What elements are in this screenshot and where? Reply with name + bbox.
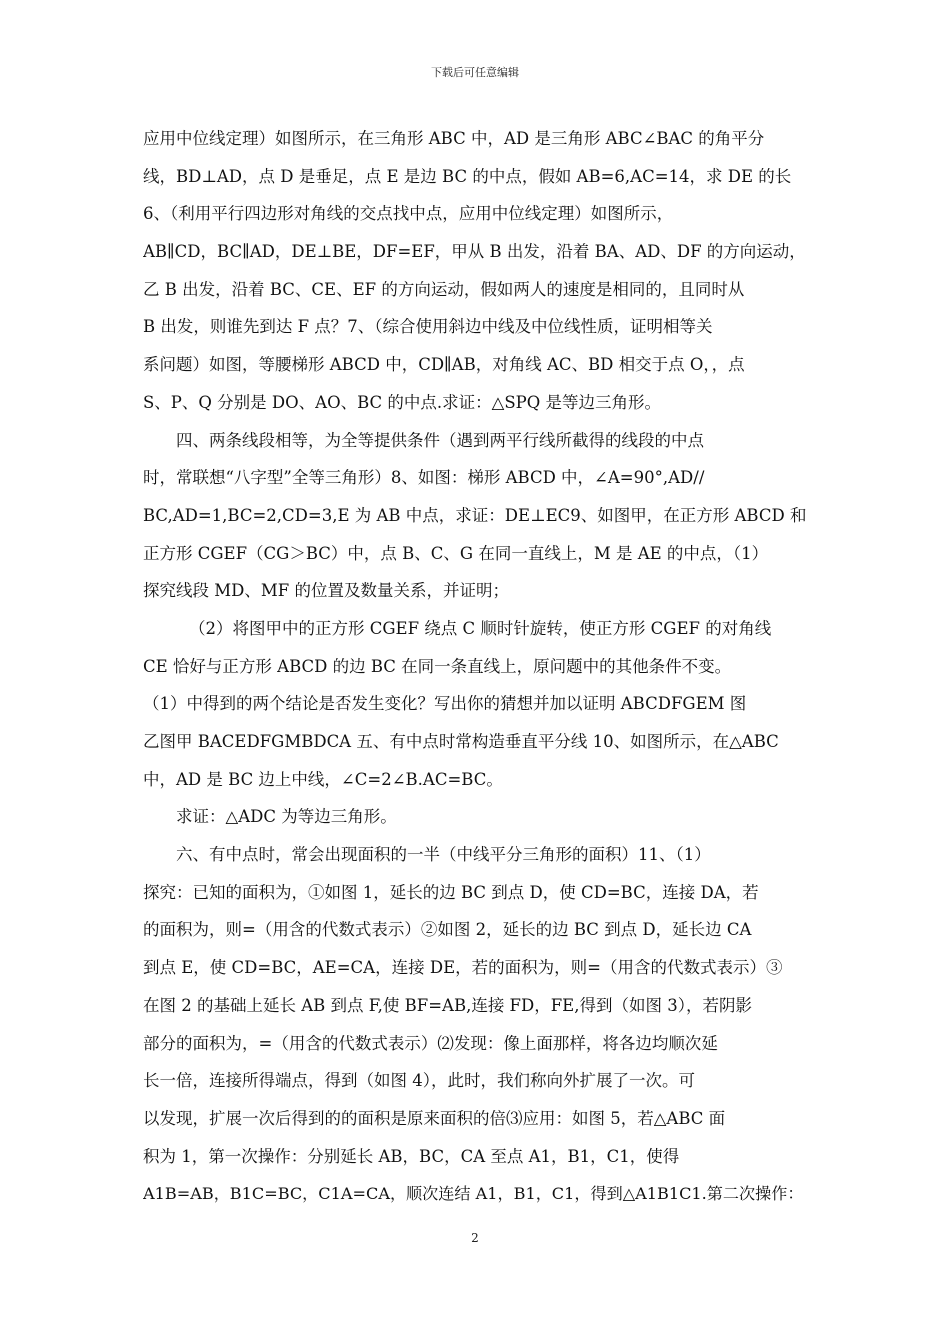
paragraph-section-six: [143, 836, 807, 1213]
text-line: 系问题）如图，等腰梯形 ABCD 中，CD∥AB，对角线 AC、BD 相交于点 O，，点: [143, 355, 745, 375]
text-line: 应用中位线定理）如图所示，在三角形 ABC 中，AD 是三角形 ABC∠BAC 的角平分: [143, 129, 765, 148]
text-line: 乙图甲 BACEDFGMBDCA 五、有中点时常构造垂直平分线 10、如图所示，在△ABC: [143, 732, 779, 751]
text-line: AB∥CD，BC∥AD，DE⊥BE，DF=EF，甲从 B 出发，沿着 BA、AD、DF 的方向运动，: [143, 242, 806, 262]
text-line: 部分的面积为，=（用含的代数式表示）⑵发现：像上面那样，将各边均顺次延: [143, 1033, 718, 1053]
text-line: 乙 B 出发，沿着 BC、CE、EF 的方向运动，假如两人的速度是相同的，且同时从: [143, 279, 745, 299]
text-line: 探究线段 MD、MF 的位置及数量关系，并证明；: [143, 581, 509, 601]
text-line: （1）中得到的两个结论是否发生变化？写出你的猜想并加以证明 ABCDFGEM 图: [143, 694, 747, 714]
text-line: 中，AD 是 BC 边上中线，∠C=2∠B.AC=BC。: [143, 769, 503, 789]
paragraph-section-four: [143, 422, 807, 610]
text-line: 的面积为，则=（用含的代数式表示）②如图 2，延长的边 BC 到点 D，延长边 CA: [143, 920, 752, 940]
text-line: 6、（利用平行四边形对角线的交点找中点，应用中位线定理）如图所示，: [143, 204, 674, 224]
text-line: 在图 2 的基础上延长 AB 到点 F,使 BF=AB,连接 FD，FE,得到（如图 3），若阴影: [143, 995, 752, 1015]
text-line: 探究：已知的面积为，①如图 1，延长的边 BC 到点 D，使 CD=BC，连接 DA，若: [143, 882, 759, 902]
document-body: [143, 120, 807, 1213]
page-number: 2: [471, 1231, 479, 1245]
text-line: 线，BD⊥AD，点 D 是垂足，点 E 是边 BC 的中点，假如 AB=6,AC=14，求 DE 的长: [143, 166, 792, 186]
paragraph-rotation: [143, 610, 807, 798]
paragraph-proof: [143, 798, 807, 836]
text-line: 以发现，扩展一次后得到的的面积是原来面积的倍⑶应用：如图 5，若△ABC 面: [143, 1108, 726, 1128]
text-line: BC,AD=1,BC=2,CD=3,E 为 AB 中点，求证：DE⊥EC9、如图甲，在正方形 ABCD 和: [143, 505, 807, 525]
text-line: A1B=AB，B1C=BC，C1A=CA，顺次连结 A1，B1，C1，得到△A1B1C1.第二次操作：: [143, 1184, 804, 1204]
text-line: （2）将图甲中的正方形 CGEF 绕点 C 顺时针旋转，使正方形 CGEF 的对角线: [189, 618, 772, 638]
text-line: 积为 1，第一次操作：分别延长 AB，BC，CA 至点 A1，B1，C1，使得: [143, 1146, 680, 1166]
text-line: 到点 E，使 CD=BC，AE=CA，连接 DE，若的面积为，则=（用含的代数式表示）③: [143, 958, 783, 978]
text-line: 六、有中点时，常会出现面积的一半（中线平分三角形的面积）11、（1）: [176, 845, 711, 865]
text-line: 时，常联想“八字型”全等三角形）8、如图：梯形 ABCD 中，∠A=90°,AD//: [143, 468, 705, 488]
text-line: B 出发，则谁先到达 F 点？7、（综合使用斜边中线及中位线性质，证明相等关: [143, 317, 713, 337]
text-line: CE 恰好与正方形 ABCD 的边 BC 在同一条直线上，原问题中的其他条件不变。: [143, 656, 732, 676]
text-line: 正方形 CGEF（CG＞BC）中，点 B、C、G 在同一直线上，M 是 AE 的中点，（1）: [143, 543, 769, 563]
paragraph-midline-theorem: [143, 120, 807, 422]
text-line: 求证：△ADC 为等边三角形。: [176, 807, 397, 827]
text-line: 长一倍，连接所得端点，得到（如图 4），此时，我们称向外扩展了一次。可: [143, 1071, 695, 1091]
page-header: 下载后可任意编辑: [431, 66, 519, 79]
text-line: 四、两条线段相等，为全等提供条件（遇到两平行线所截得的线段的中点: [176, 430, 704, 450]
text-line: S、P、Q 分别是 DO、AO、BC 的中点.求证：△SPQ 是等边三角形。: [143, 392, 662, 412]
